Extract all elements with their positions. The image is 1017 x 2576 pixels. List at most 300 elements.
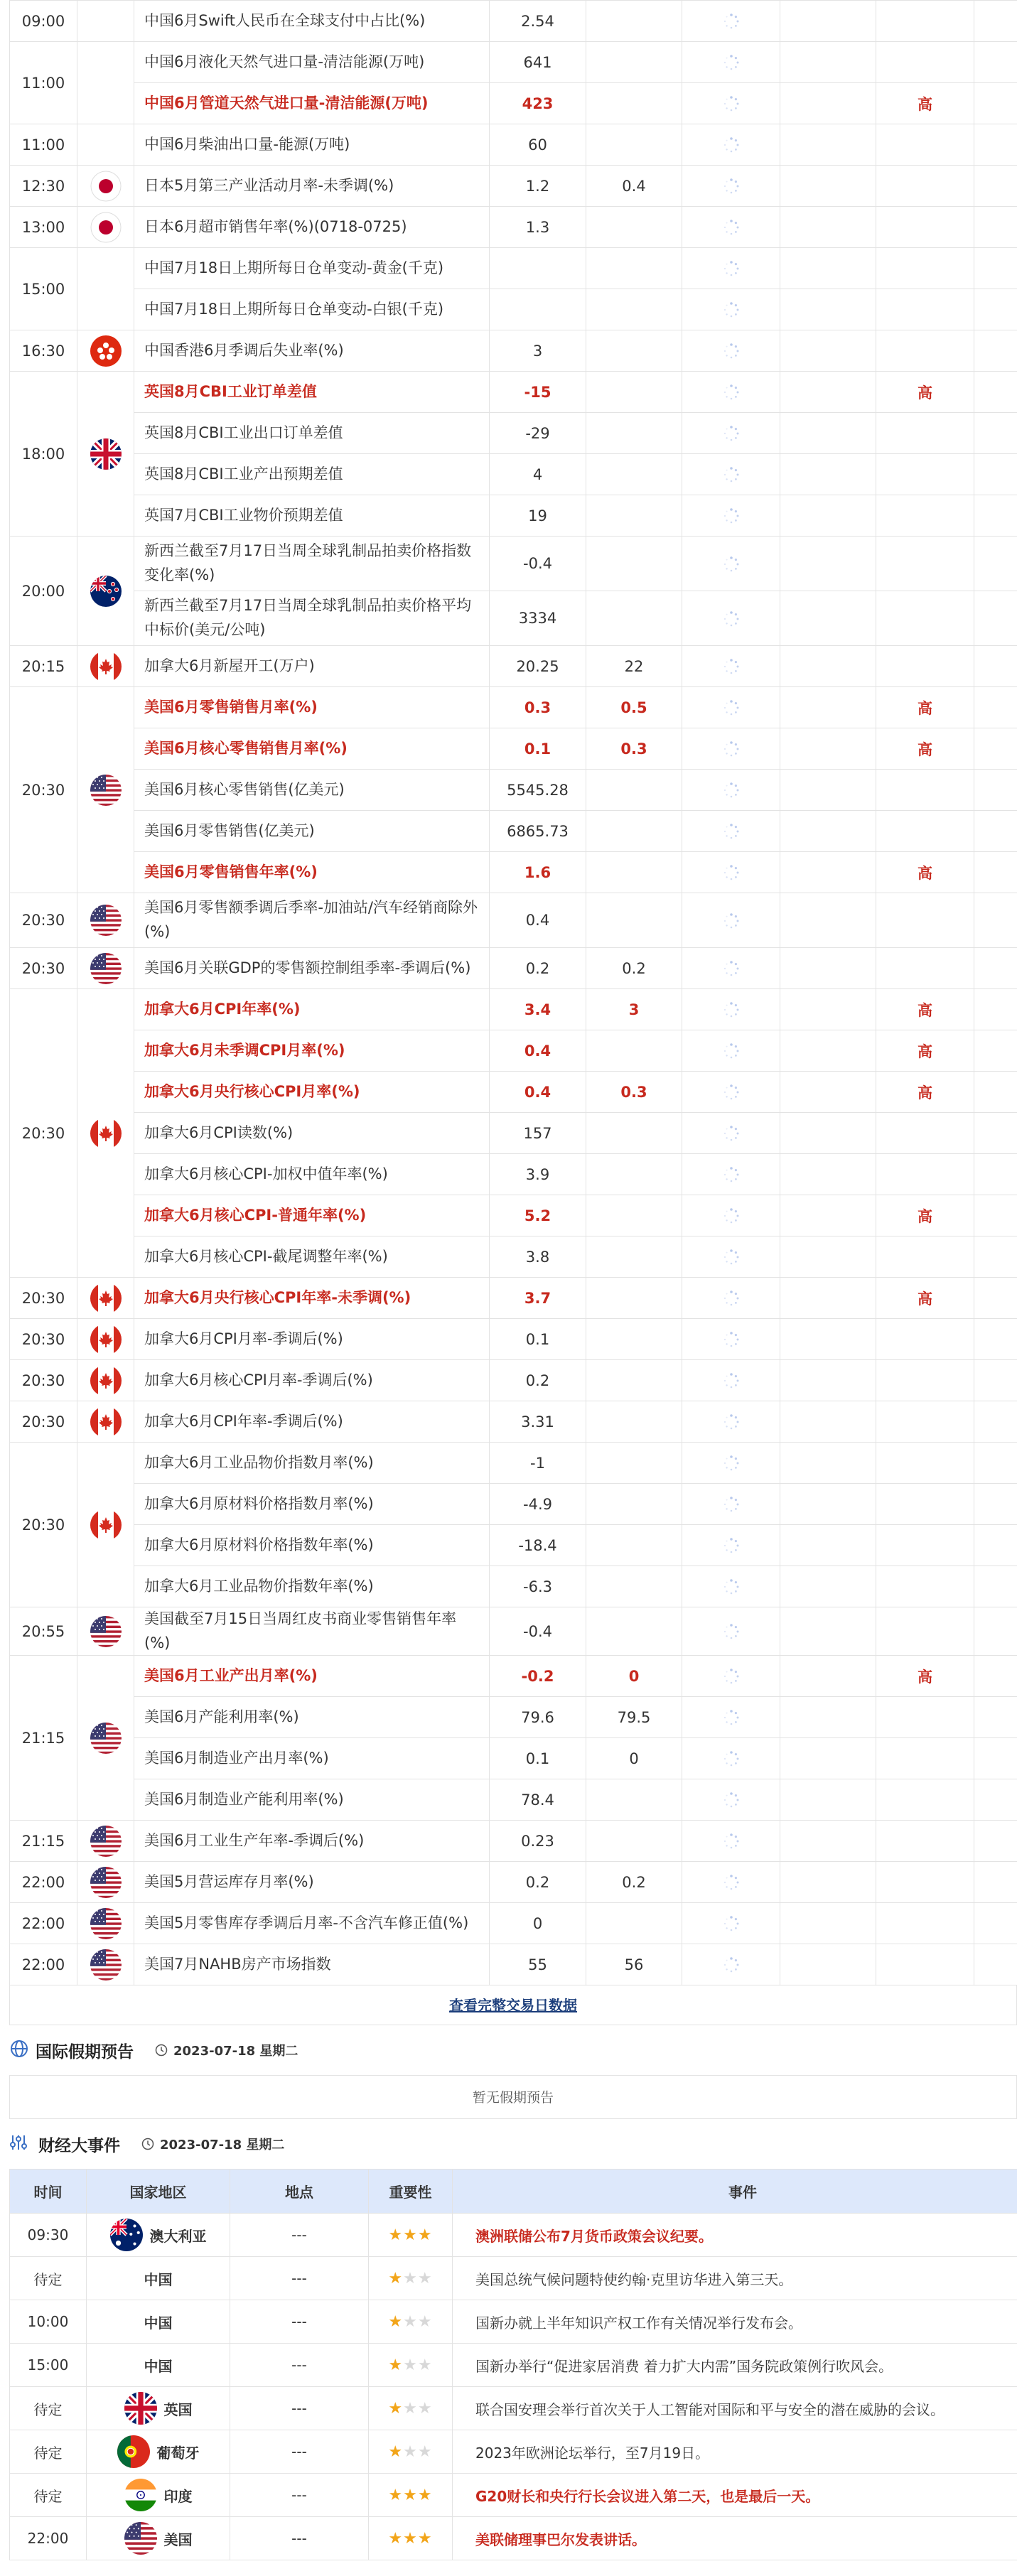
chart-link[interactable] — [974, 1607, 1017, 1656]
au-flag-icon — [110, 2219, 143, 2251]
actual-value-loading — [682, 124, 780, 166]
event-description: 澳洲联储公布7月货币政策会议纪要。 — [453, 2214, 1017, 2257]
actual-value-loading — [682, 989, 780, 1030]
importance-label — [876, 248, 974, 289]
importance-label: 高 — [876, 1030, 974, 1072]
event-row — [10, 2214, 1017, 2257]
previous-value: 0.3 — [490, 687, 586, 728]
calendar-row — [10, 1738, 1017, 1779]
forecast-value — [586, 770, 682, 811]
chart-link[interactable] — [974, 687, 1017, 728]
chart-link[interactable] — [974, 1656, 1017, 1697]
forecast-value — [586, 1319, 682, 1360]
country-flag — [77, 1821, 134, 1862]
country-flag — [77, 1607, 134, 1656]
chart-link[interactable] — [974, 591, 1017, 646]
loading-spinner-icon — [723, 1455, 740, 1472]
indicator-name: 加拿大6月核心CPI-截尾调整年率(%) — [134, 1236, 490, 1278]
chart-link[interactable] — [974, 728, 1017, 770]
star-rating-icon: ★★★ — [388, 2269, 433, 2287]
ca-flag-icon — [90, 1509, 122, 1541]
chart-link[interactable] — [974, 1443, 1017, 1484]
importance-label — [876, 1443, 974, 1484]
chart-link[interactable] — [974, 1154, 1017, 1195]
events-date-text: 2023-07-18 星期二 — [160, 2138, 285, 2153]
importance-label: 高 — [876, 372, 974, 413]
chart-link[interactable] — [974, 83, 1017, 124]
loading-spinner-icon — [723, 1207, 740, 1224]
indicator-name: 加拿大6月工业品物价指数年率(%) — [134, 1566, 490, 1607]
impact-cell — [780, 1360, 876, 1401]
calendar-row — [10, 83, 1017, 124]
country-flag — [77, 1903, 134, 1944]
previous-value: 3.31 — [490, 1401, 586, 1443]
calendar-row — [10, 591, 1017, 646]
event-importance — [369, 2257, 453, 2300]
event-row — [10, 2257, 1017, 2300]
previous-value: 1.2 — [490, 166, 586, 207]
loading-spinner-icon — [723, 1956, 740, 1973]
indicator-name: 美国6月制造业产出月率(%) — [134, 1738, 490, 1779]
forecast-value: 0 — [586, 1656, 682, 1697]
event-place: --- — [230, 2430, 369, 2474]
us-flag-icon — [90, 1949, 122, 1980]
previous-value: 3.8 — [490, 1236, 586, 1278]
chart-link[interactable] — [974, 207, 1017, 248]
country-flag — [77, 330, 134, 372]
holiday-empty-message: 暂无假期预告 — [9, 2075, 1017, 2119]
loading-spinner-icon — [723, 1290, 740, 1307]
country-flag — [77, 1, 134, 42]
forecast-value: 22 — [586, 646, 682, 687]
actual-value-loading — [682, 1236, 780, 1278]
event-place: --- — [230, 2474, 369, 2517]
forecast-value — [586, 495, 682, 537]
chart-link[interactable] — [974, 454, 1017, 495]
header-country: 国家地区 — [87, 2170, 230, 2214]
previous-value: 0.2 — [490, 1360, 586, 1401]
importance-label — [876, 1697, 974, 1738]
previous-value: 0.4 — [490, 1072, 586, 1113]
country-cell — [87, 2435, 230, 2468]
loading-spinner-icon — [723, 1249, 740, 1266]
loading-spinner-icon — [723, 54, 740, 71]
importance-label — [876, 591, 974, 646]
importance-label — [876, 454, 974, 495]
country-flag — [77, 42, 134, 124]
forecast-value — [586, 454, 682, 495]
us-flag-icon — [90, 905, 122, 936]
previous-value: 3 — [490, 330, 586, 372]
chart-link[interactable] — [974, 1072, 1017, 1113]
calendar-row — [10, 289, 1017, 330]
loading-spinner-icon — [723, 1750, 740, 1767]
uk-flag-icon — [90, 438, 122, 470]
calendar-row — [10, 1484, 1017, 1525]
holiday-title: 国际假期预告 — [36, 2042, 134, 2062]
chart-link[interactable] — [974, 1903, 1017, 1944]
previous-value: 55 — [490, 1944, 586, 1985]
impact-cell — [780, 1821, 876, 1862]
indicator-name: 中国6月Swift人民币在全球支付中占比(%) — [134, 1, 490, 42]
impact-cell — [780, 989, 876, 1030]
importance-label: 高 — [876, 989, 974, 1030]
actual-value-loading — [682, 83, 780, 124]
chart-link[interactable] — [974, 1360, 1017, 1401]
release-time: 20:30 — [10, 1401, 77, 1443]
indicator-name: 美国6月关联GDP的零售额控制组季率-季调后(%) — [134, 948, 490, 989]
forecast-value — [586, 1154, 682, 1195]
indicator-name: 加拿大6月核心CPI-普通年率(%) — [134, 1195, 490, 1236]
forecast-value — [586, 124, 682, 166]
actual-value-loading — [682, 770, 780, 811]
chart-link[interactable] — [974, 248, 1017, 289]
chart-link[interactable] — [974, 42, 1017, 83]
previous-value — [490, 248, 586, 289]
impact-cell — [780, 1401, 876, 1443]
event-description: G20财长和央行行长会议进入第二天，也是最后一天。 — [453, 2474, 1017, 2517]
indicator-name: 美国7月NAHB房产市场指数 — [134, 1944, 490, 1985]
indicator-name: 加拿大6月央行核心CPI年率-未季调(%) — [134, 1278, 490, 1319]
indicator-name: 美国6月产能利用率(%) — [134, 1697, 490, 1738]
holiday-date-text: 2023-07-18 星期二 — [173, 2044, 298, 2059]
event-time: 22:00 — [10, 2517, 87, 2560]
previous-value: 60 — [490, 124, 586, 166]
chart-link[interactable] — [974, 811, 1017, 852]
calendar-row — [10, 1779, 1017, 1821]
actual-value-loading — [682, 248, 780, 289]
view-full-data-link[interactable]: 查看完整交易日数据 — [449, 1997, 577, 2015]
importance-label — [876, 1113, 974, 1154]
calendar-row — [10, 495, 1017, 537]
calendar-row — [10, 1566, 1017, 1607]
previous-value: 641 — [490, 42, 586, 83]
release-time: 13:00 — [10, 207, 77, 248]
actual-value-loading — [682, 372, 780, 413]
loading-spinner-icon — [723, 782, 740, 799]
forecast-value: 0.4 — [586, 166, 682, 207]
country-flag — [77, 1278, 134, 1319]
impact-cell — [780, 1113, 876, 1154]
forecast-value: 79.5 — [586, 1697, 682, 1738]
forecast-value — [586, 1566, 682, 1607]
calendar-row — [10, 1697, 1017, 1738]
indicator-name: 美国6月制造业产能利用率(%) — [134, 1779, 490, 1821]
event-place: --- — [230, 2300, 369, 2344]
actual-value-loading — [682, 1030, 780, 1072]
impact-cell — [780, 537, 876, 591]
calendar-row — [10, 1443, 1017, 1484]
forecast-value — [586, 537, 682, 591]
impact-cell — [780, 454, 876, 495]
importance-label — [876, 1360, 974, 1401]
country-cell — [87, 2219, 230, 2251]
chart-link[interactable] — [974, 1566, 1017, 1607]
chart-link[interactable] — [974, 646, 1017, 687]
loading-spinner-icon — [723, 823, 740, 840]
chart-link[interactable] — [974, 1113, 1017, 1154]
loading-spinner-icon — [723, 1537, 740, 1554]
actual-value-loading — [682, 1113, 780, 1154]
release-time: 12:30 — [10, 166, 77, 207]
calendar-row — [10, 989, 1017, 1030]
chart-link[interactable] — [974, 495, 1017, 537]
event-importance — [369, 2344, 453, 2387]
loading-spinner-icon — [723, 864, 740, 881]
holiday-section-header — [0, 2025, 1017, 2075]
importance-label: 高 — [876, 1195, 974, 1236]
impact-cell — [780, 124, 876, 166]
event-description: 2023年欧洲论坛举行，至7月19日。 — [453, 2430, 1017, 2474]
calendar-row — [10, 1, 1017, 42]
actual-value-loading — [682, 687, 780, 728]
event-description: 美国总统气候问题特使约翰·克里访华进入第三天。 — [453, 2257, 1017, 2300]
event-row — [10, 2300, 1017, 2344]
event-country — [87, 2344, 230, 2387]
loading-spinner-icon — [723, 178, 740, 195]
release-time: 20:30 — [10, 1360, 77, 1401]
country-flag — [77, 646, 134, 687]
impact-cell — [780, 1656, 876, 1697]
previous-value: 6865.73 — [490, 811, 586, 852]
pt-flag-icon — [117, 2435, 150, 2468]
loading-spinner-icon — [723, 466, 740, 483]
country-name: 中国 — [144, 2357, 173, 2375]
importance-label — [876, 770, 974, 811]
indicator-name: 美国6月核心零售销售(亿美元) — [134, 770, 490, 811]
indicator-name: 美国5月零售库存季调后月率-不含汽车修正值(%) — [134, 1903, 490, 1944]
country-flag — [77, 1862, 134, 1903]
header-time: 时间 — [10, 2170, 87, 2214]
importance-label — [876, 207, 974, 248]
country-cell — [87, 2392, 230, 2425]
calendar-row — [10, 124, 1017, 166]
indicator-name: 新西兰截至7月17日当周全球乳制品拍卖价格平均中标价(美元/公吨) — [134, 591, 490, 646]
loading-spinner-icon — [723, 1042, 740, 1060]
chart-link[interactable] — [974, 166, 1017, 207]
header-event: 事件 — [453, 2170, 1017, 2214]
previous-value: 157 — [490, 1113, 586, 1154]
chart-link[interactable] — [974, 289, 1017, 330]
indicator-name: 美国6月工业生产年率-季调后(%) — [134, 1821, 490, 1862]
previous-value: -1 — [490, 1443, 586, 1484]
chart-link[interactable] — [974, 1697, 1017, 1738]
us-flag-icon — [90, 1616, 122, 1647]
actual-value-loading — [682, 289, 780, 330]
loading-spinner-icon — [723, 1833, 740, 1850]
impact-cell — [780, 1195, 876, 1236]
chart-link[interactable] — [974, 1525, 1017, 1566]
release-time: 20:30 — [10, 948, 77, 989]
forecast-value: 3 — [586, 989, 682, 1030]
calendar-row — [10, 646, 1017, 687]
event-description: 国新办举行“促进家居消费 着力扩大内需”国务院政策例行吹风会。 — [453, 2344, 1017, 2387]
star-rating-icon: ★★★ — [388, 2312, 433, 2331]
impact-cell — [780, 728, 876, 770]
impact-cell — [780, 893, 876, 948]
chart-link[interactable] — [974, 1779, 1017, 1821]
impact-cell — [780, 1030, 876, 1072]
chart-link[interactable] — [974, 1862, 1017, 1903]
actual-value-loading — [682, 893, 780, 948]
release-time: 16:30 — [10, 330, 77, 372]
forecast-value — [586, 1779, 682, 1821]
country-flag — [77, 948, 134, 989]
forecast-value — [586, 1113, 682, 1154]
previous-value — [490, 289, 586, 330]
importance-label — [876, 1154, 974, 1195]
actual-value-loading — [682, 1, 780, 42]
calendar-row — [10, 372, 1017, 413]
chart-link[interactable] — [974, 1821, 1017, 1862]
indicator-name: 日本6月超市销售年率(%)(0718-0725) — [134, 207, 490, 248]
chart-link[interactable] — [974, 1401, 1017, 1443]
chart-link[interactable] — [974, 372, 1017, 413]
chart-link[interactable] — [974, 1319, 1017, 1360]
loading-spinner-icon — [723, 1372, 740, 1389]
calendar-row — [10, 1072, 1017, 1113]
forecast-value — [586, 1484, 682, 1525]
impact-cell — [780, 495, 876, 537]
calendar-row — [10, 1903, 1017, 1944]
indicator-name: 美国6月零售额季调后季率-加油站/汽车经销商除外(%) — [134, 893, 490, 948]
loading-spinner-icon — [723, 507, 740, 524]
country-name: 美国 — [163, 2531, 193, 2548]
calendar-row — [10, 1525, 1017, 1566]
clock-icon — [141, 2138, 154, 2150]
release-time: 09:00 — [10, 1, 77, 42]
header-place: 地点 — [230, 2170, 369, 2214]
release-time: 11:00 — [10, 42, 77, 124]
events-icon — [10, 2133, 31, 2155]
chart-link[interactable] — [974, 537, 1017, 591]
event-place: --- — [230, 2517, 369, 2560]
forecast-value — [586, 852, 682, 893]
actual-value-loading — [682, 1195, 780, 1236]
importance-label — [876, 1236, 974, 1278]
impact-cell — [780, 687, 876, 728]
jp-flag-icon — [90, 171, 122, 202]
chart-link[interactable] — [974, 1195, 1017, 1236]
forecast-value — [586, 1821, 682, 1862]
previous-value: 3.7 — [490, 1278, 586, 1319]
loading-spinner-icon — [723, 699, 740, 716]
chart-link[interactable] — [974, 1030, 1017, 1072]
chart-link[interactable] — [974, 770, 1017, 811]
previous-value: 5.2 — [490, 1195, 586, 1236]
indicator-name: 加拿大6月CPI读数(%) — [134, 1113, 490, 1154]
event-time: 10:00 — [10, 2300, 87, 2344]
chart-link[interactable] — [974, 413, 1017, 454]
chart-link[interactable] — [974, 948, 1017, 989]
forecast-value — [586, 1443, 682, 1484]
importance-label — [876, 1944, 974, 1985]
importance-label — [876, 1903, 974, 1944]
previous-value: 0.2 — [490, 1862, 586, 1903]
calendar-row — [10, 1656, 1017, 1697]
forecast-value — [586, 372, 682, 413]
previous-value: 5545.28 — [490, 770, 586, 811]
us-flag-icon — [124, 2522, 157, 2555]
release-time: 20:30 — [10, 1443, 77, 1607]
chart-link[interactable] — [974, 1278, 1017, 1319]
actual-value-loading — [682, 495, 780, 537]
chart-link[interactable] — [974, 124, 1017, 166]
impact-cell — [780, 1319, 876, 1360]
chart-link[interactable] — [974, 989, 1017, 1030]
impact-cell — [780, 248, 876, 289]
loading-spinner-icon — [723, 1331, 740, 1348]
loading-spinner-icon — [723, 740, 740, 758]
chart-link[interactable] — [974, 1944, 1017, 1985]
chart-link[interactable] — [974, 1236, 1017, 1278]
chart-link[interactable] — [974, 852, 1017, 893]
country-cell — [87, 2479, 230, 2511]
loading-spinner-icon — [723, 1709, 740, 1726]
chart-link[interactable] — [974, 1484, 1017, 1525]
chart-link[interactable] — [974, 1738, 1017, 1779]
importance-label — [876, 42, 974, 83]
impact-cell — [780, 207, 876, 248]
calendar-row — [10, 42, 1017, 83]
indicator-name: 加拿大6月原材料价格指数年率(%) — [134, 1525, 490, 1566]
release-time: 11:00 — [10, 124, 77, 166]
impact-cell — [780, 166, 876, 207]
indicator-name: 加拿大6月未季调CPI月率(%) — [134, 1030, 490, 1072]
forecast-value: 0 — [586, 1738, 682, 1779]
event-time: 待定 — [10, 2387, 87, 2430]
forecast-value: 0.2 — [586, 1862, 682, 1903]
country-flag — [77, 687, 134, 893]
calendar-row — [10, 852, 1017, 893]
calendar-row — [10, 1195, 1017, 1236]
event-row — [10, 2517, 1017, 2560]
chart-link[interactable] — [974, 330, 1017, 372]
actual-value-loading — [682, 1944, 780, 1985]
loading-spinner-icon — [723, 1623, 740, 1640]
previous-value: 1.3 — [490, 207, 586, 248]
forecast-value: 0.3 — [586, 728, 682, 770]
country-flag — [77, 1443, 134, 1607]
previous-value: 0.1 — [490, 728, 586, 770]
us-flag-icon — [90, 1867, 122, 1898]
importance-label — [876, 1862, 974, 1903]
chart-link[interactable] — [974, 893, 1017, 948]
forecast-value — [586, 1525, 682, 1566]
loading-spinner-icon — [723, 1668, 740, 1685]
importance-label — [876, 289, 974, 330]
chart-link[interactable] — [974, 1, 1017, 42]
loading-spinner-icon — [723, 556, 740, 573]
calendar-row — [10, 893, 1017, 948]
actual-value-loading — [682, 1607, 780, 1656]
calendar-row — [10, 1944, 1017, 1985]
impact-cell — [780, 852, 876, 893]
calendar-row — [10, 413, 1017, 454]
impact-cell — [780, 1484, 876, 1525]
forecast-value — [586, 1360, 682, 1401]
event-time: 待定 — [10, 2257, 87, 2300]
importance-label — [876, 1401, 974, 1443]
calendar-row — [10, 1154, 1017, 1195]
star-rating-icon: ★★★ — [388, 2226, 433, 2244]
importance-label — [876, 1, 974, 42]
release-time: 20:00 — [10, 537, 77, 646]
loading-spinner-icon — [723, 610, 740, 627]
indicator-name: 加拿大6月新屋开工(万户) — [134, 646, 490, 687]
calendar-row — [10, 207, 1017, 248]
actual-value-loading — [682, 728, 780, 770]
